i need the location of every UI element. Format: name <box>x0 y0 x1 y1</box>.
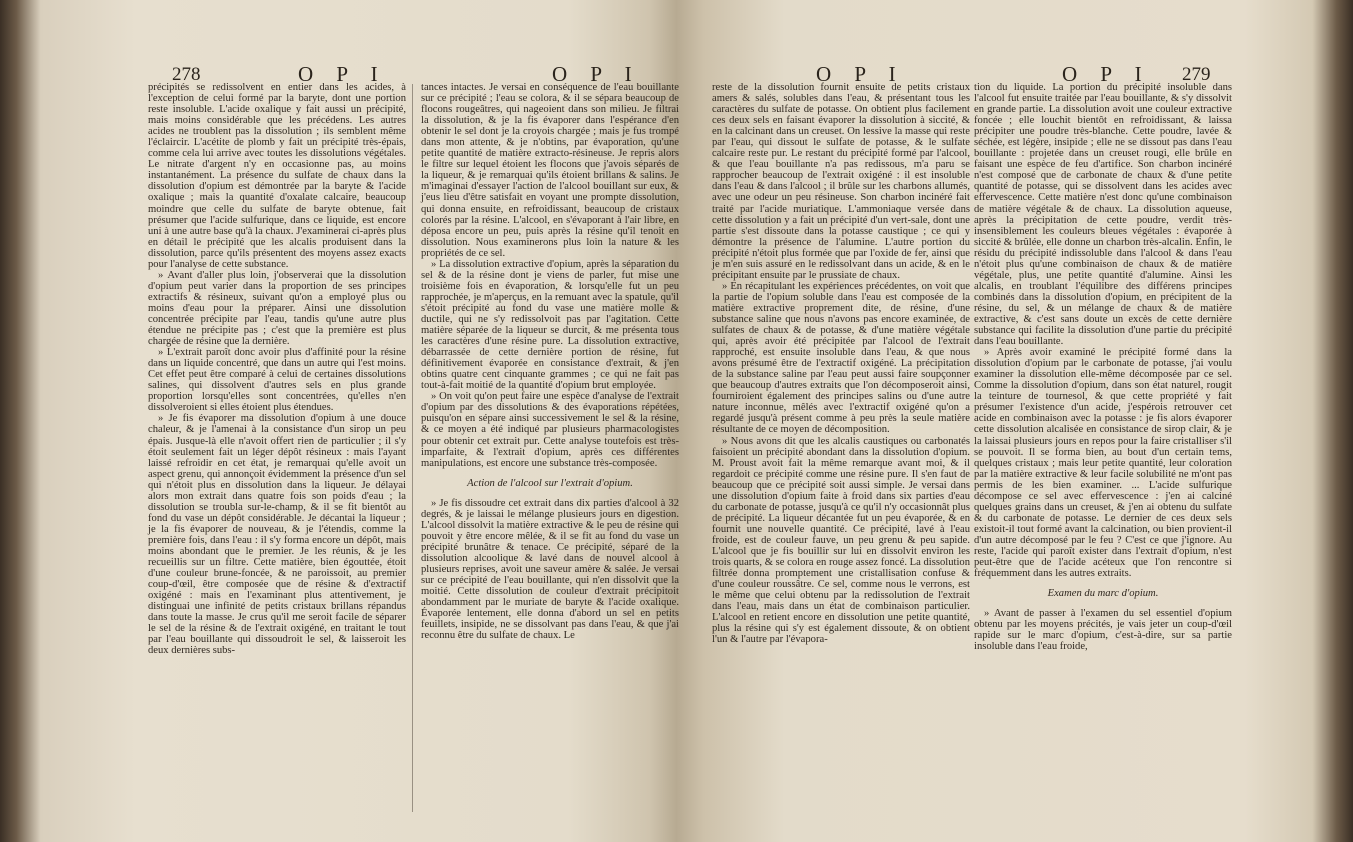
section-title: Action de l'alcool sur l'extrait d'opium. <box>467 477 633 489</box>
right-running-title-col1: O P I <box>816 62 905 86</box>
paragraph: » Avant de passer à l'examen du sel essentiel d'opium obtenu par les moyens précités, je vais jeter un coup-d'œil rapide sur le marc d'opium, c'est-à-dire, sur sa partie insoluble dans l'eau froide, <box>974 608 1232 653</box>
left-column-1 <box>148 82 406 656</box>
left-page-number: 278 <box>172 64 201 85</box>
paragraph: » Nous avons dit que les alcalis caustiques ou carbonatés faisoient un précipité abondant dans la dissolution d'opium. M. Proust avoit fait la même remarque avant moi, & il regardoit ce précipité comme une résine pure. Il s'en faut de beaucoup que ce précipité soit aussi simple. Je versai dans une dissolution d'opium faite à froid dans six parties d'eau du carbonate de potasse, jusqu'à ce qu'il n'y occasionnât plus de précipité. La liqueur décantée fut un peu évaporée, & en fournit une nouvelle quantité. Ce précipité, lavé à l'eau froide, est de couleur fauve, un peu grenu & peu sapide. L'alcool que je fis bouillir sur lui en dissolvit environ les trois quarts, & se colora en rouge assez foncé. La dissolution filtrée donna promptement une cristallisation confuse & d'une couleur roussâtre. Ce sel, comme nous le verrons, est le même que celui obtenu par la redissolution de l'extrait dans l'eau, mais dans un état de combinaison particulier. L'alcool en retient encore en dissolution une petite quantité, plus la résine qui s'y est également dissoute, & on obtient l'un & l'autre par l'évapora- <box>712 435 970 646</box>
paragraph: reste de la dissolution fournit ensuite de petits cristaux amers & salés, solubles dans l'eau, & présentant tous les caractères du sulfate de potasse. On obtient plus facilement ces deux sels en faisant évaporer la dissolution à siccité, & en la calcinant dans un creuset. On lessive la masse qui reste par l'eau, qui dissout le sulfate de potasse, & le sulfate calcaire reste pur. Le restant du précipité formé par l'alcool, & que l'eau bouillante n'a pas redissous, m'a paru se rapprocher beaucoup de l'extrait oxigéné : il est insoluble dans l'eau & dans l'alcool ; il brûle sur les charbons allumés, avec une odeur un peu résineuse. Son charbon incinéré fait traité par l'acide muriatique. L'ammoniaque versée dans cette dissolution y a fait un précipité d'un vert-sale, dont une partie s'est dissoute dans la potasse caustique ; ce qui y démontre la présence de l'alumine. L'autre portion du précipité n'étoit plus formée que par l'oxide de fer, ainsi que je m'en suis assuré en le redissolvant dans un acide, & en le précipitant ensuite par le prussiate de chaux. <box>712 82 970 281</box>
left-column-2 <box>421 82 679 641</box>
paragraph: » Après avoir examiné le précipité formé dans la dissolution d'opium par le carbonate de potasse, j'ai voulu examiner la dissolution elle-même décomposée par ce sel. Comme la dissolution d'opium, dans son état naturel, rougit la teinture de tournesol, & que cette propriété y fait présumer l'existence d'un acide, j'espérois retrouver cet acide en combinaison avec la potasse : je fis alors évaporer cette dissolution alcalisée en consistance de sirop clair, & je la laissai plusieurs jours en repos pour la faire cristalliser s'il se pouvoit. Il se forma bien, au bout d'un certain tems, quelques cristaux ; mais leur petite quantité, leur coloration par la matière extractive & leur facile solubilité ne m'ont pas permis de les bien examiner. ... L'acide sulfurique décompose ce sel avec effervescence : j'en ai calciné quelques grains dans un creuset, & j'en ai obtenu du sulfate & du carbonate de potasse. Le dernier de ces deux sels existoit-il tout formé avant la calcination, ou bien provient-il d'un autre décomposé par le feu ? C'est ce que j'ignore. Au reste, l'acide qui paroît exister dans l'extrait d'opium, n'est peut-être que de l'acide acéteux que l'on rencontre si fréquemment dans les autres extraits. <box>974 347 1232 580</box>
paragraph: précipités se redissolvent en entier dans les acides, à l'exception de celui formé par la baryte, dont une portion reste insoluble. L'acide oxalique y fait aussi un précipité, mais moins considérable que les précédens. Les autres acides ne troublent pas la dissolution ; ils semblent même l'éclaircir. L'acétite de plomb y fait un précipité très-épais, comme cela lui arrive avec toutes les dissolutions végétales. Le nitrate d'argent n'y en occasionne pas, au moins instantanément. La présence du sulfate de chaux dans la dissolution d'opium est démontrée par la baryte & l'acide oxalique ; mais la quantité d'oxalate calcaire, beaucoup moindre que celle du sulfate de baryte obtenue, fait présumer que l'acide sulfurique, dans ce liquide, est encore uni à une autre base qu'à la chaux. J'examinerai ci-après plus en détail le précipité que les alcalis produisent dans la dissolution, parce qu'ils présentent des moyens assez exacts pour l'analyse de cette substance. <box>148 82 406 270</box>
paragraph: » Je fis dissoudre cet extrait dans dix parties d'alcool à 32 degrés, & je laissai le mélange plusieurs jours en digestion. L'alcool dissolvit la matière extractive & le peu de résine qui pouvoit y être encore mêlée, & il se fit au fond du vase un précipité brunâtre & tenace. Ce précipité, séparé de la dissolution alcoolique & lavé dans de nouvel alcool à plusieurs reprises, avoit une saveur amère & salée. Je versai sur ce précipité de l'eau bouillante, qui n'en dissolvit que la moitié. Cette dissolution de couleur d'extrait précipitoit abondamment par le muriate de baryte & l'acide oxalique. Évaporée lentement, elle donna d'abord un sel en petits feuillets, insipide, ne se dissolvant pas dans l'eau, & que j'ai reconnu être du sulfate de chaux. Le <box>421 497 679 642</box>
left-page <box>140 62 679 832</box>
paragraph: » En récapitulant les expériences précédentes, on voit que la partie de l'opium soluble dans l'eau est composée de la matière extractive proprement dite, de résine, d'une substance saline que nous n'avons pas encore examinée, de sulfates de chaux & de potasse, & d'une matière végétale qui, après avoir été précipitée par l'alcool de l'extrait rapproché, est ensuite insoluble dans l'eau, & que nous avons présumé être de l'extractif oxigéné. La précipitation de la substance saline par l'eau peut aussi faire soupçonner que beaucoup d'autres extraits que l'on décomposeroit ainsi, fourniroient également des principes salins ou d'une autre nature inconnue, mêlés avec l'extractif oxigéné qu'on a regardé jusqu'à présent comme à peu près la seule matière résultante de ce moyen de décomposition. <box>712 280 970 436</box>
right-column-2 <box>974 82 1232 652</box>
left-running-title-col1: O P I <box>298 62 387 86</box>
right-page <box>712 62 1232 832</box>
paragraph: » L'extrait paroît donc avoir plus d'affinité pour la résine dans un liquide concentré, que dans un autre qui l'est moins. Cet effet peut être comparé à celui de certaines dissolutions salines, qui dissolvent d'autres sels en plus grande proportion lorsqu'elles sont concentrées, qu'elles n'en dissolveroient si elles étoient plus étendues. <box>148 347 406 414</box>
right-running-title-col2: O P I <box>1062 62 1151 86</box>
right-column-1 <box>712 82 970 645</box>
paragraph: tances intactes. Je versai en conséquence de l'eau bouillante sur ce précipité ; l'eau se colora, & il se sépara beaucoup de flocons rougeâtres, qui nageoient dans son milieu. Je filtrai la dissolution, & je la fis évaporer dans l'espérance d'en obtenir le sel dont je la croyois chargée ; mais je fus trompé dans mon attente, & je n'obtins, par évaporation, qu'une petite quantité de matière extracto-résineuse. Je repris alors le filtre sur lequel étoient les flocons que j'avois séparés de la liqueur, & je remarquai qu'ils étoient brillans & salins. Je m'imaginai d'essayer l'action de l'alcool bouillant sur eux, & j'eus lieu d'être satisfait en voyant une prompte dissolution, qui donna ensuite, en refroidissant, beaucoup de cristaux colorés par la résine. L'alcool, en s'évaporant à l'air libre, en déposa encore un peu, puis après la résine qu'il tenoit en dissolution. Nous examinerons plus loin la nature & les propriétés de ce sel. <box>421 82 679 259</box>
column-divider <box>412 84 413 812</box>
right-page-number: 279 <box>1182 64 1211 85</box>
left-running-title-col2: O P I <box>552 62 641 86</box>
paragraph: tion du liquide. La portion du précipité insoluble dans l'alcool fut ensuite traitée par l'eau bouillante, & s'y dissolvit en grande partie. La dissolution avoit une couleur extractive foncée ; elle louchit bientôt en refroidissant, & laissa précipiter une poudre très-blanche. Cette poudre, lavée & séchée, est légère, insipide ; elle ne se dissout pas dans l'eau bouillante : projetée dans un creuset rougi, elle brûle en faisant une espèce de feu d'artifice. Son charbon incinéré n'est composé que de carbonate de chaux & d'une petite quantité de potasse, qui se dissolvent dans les acides avec effervescence. Cette matière n'est donc qu'une combinaison de matière végétale & de chaux. La dissolution aqueuse, après la précipitation de cette poudre, verdit très-insensiblement les couleurs bleues végétales : évaporée à siccité & brûlée, elle donne un charbon très-alcalin. Enfin, le résidu du précipité indissoluble dans l'alcool & dans l'eau n'étoit plus qu'une combinaison de chaux & de matière végétale, plus, une petite quantité d'alumine. Ainsi les alcalis, en troublant l'équilibre des différens principes combinés dans la dissolution d'opium, en précipitent de la résine, du sel, & un mélange de chaux & de matière extractive, & c'est sans doute un excès de cette dernière substance qui facilite la dissolution d'une partie du précipité dans l'eau bouillante. <box>974 82 1232 348</box>
section-title: Examen du marc d'opium. <box>1047 588 1159 600</box>
paragraph: » La dissolution extractive d'opium, après la séparation du sel & de la résine dont je viens de parler, fut mise une troisième fois en évaporation, & lorsqu'elle fut un peu rapprochée, je m'aperçus, en la remuant avec la spatule, qu'il s'étoit précipité au fond du vase une matière molle & ductile, qui ne s'y redissolvoit pas par l'agitation. Cette matière séparée de la liqueur se durcit, & me présenta tous les caractères d'une résine pure. La dissolution extractive, débarrassée de cette dernière portion de résine, fut définitivement évaporée en consistance d'extrait, & j'en obtins quatre cent cinquante grammes ; ce qui ne fait pas tout-à-fait moitié de la quantité d'opium brut employée. <box>421 258 679 392</box>
paragraph: » Je fis évaporer ma dissolution d'opium à une douce chaleur, & je l'amenai à la consistance d'un sirop un peu épais. Jusque-là elle n'avoit offert rien de particulier ; il s'y étoit seulement fait un léger dépôt résineux : mais l'ayant laissé refroidir en cet état, je remarquai qu'elle avoit un aspect grenu, qui annonçoit évidemment la présence d'un sel qui n'étoit plus en dissolution dans la liqueur. Je délayai alors mon extrait dans quatre fois son poids d'eau ; la dissolution se troubla sur-le-champ, & il se fit bientôt au fond du vase un dépôt considérable. Je décantai la liqueur ; je la fis évaporer de nouveau, & je l'étendis, comme la première fois, dans l'eau : il s'y forma encore un dépôt, mais moins abondant que le premier. Je les réunis, & je les recueillis sur un filtre. Cette matière, bien égouttée, étoit d'une couleur brune-foncée, & ne paroissoit, au premier coup-d'œil, être composée que de résine & d'extractif oxigéné : mais en l'examinant plus attentivement, je distinguai une infinité de petits cristaux brillans répandus dans toute la masse. Je crus qu'il me seroit facile de séparer le sel de la résine & de l'extrait oxigéné, en traitant le tout par l'eau bouillante qui dissoudroit le sel, & laisseroit les deux dernières subs- <box>148 413 406 657</box>
paragraph: » Avant d'aller plus loin, j'observerai que la dissolution d'opium peut varier dans la proportion de ses principes extractifs & résineux, suivant qu'on a employé plus ou moins d'eau pour la préparer. Ainsi une dissolution concentrée précipite par l'eau, tandis qu'une autre plus étendue ne précipite pas ; c'est que la première est plus chargée de résine que la dernière. <box>148 269 406 348</box>
paragraph: » On voit qu'on peut faire une espèce d'analyse de l'extrait d'opium par des dissolutions & des évaporations répétées, puisqu'on en sépare ainsi successivement le sel & la résine, & ce moyen a été indiqué par plusieurs pharmacologistes pour obtenir cet extrait pur. Cette analyse toutefois est très-imparfaite, & l'extrait d'opium, après ces différentes manipulations, est encore une substance très-composée. <box>421 391 679 469</box>
